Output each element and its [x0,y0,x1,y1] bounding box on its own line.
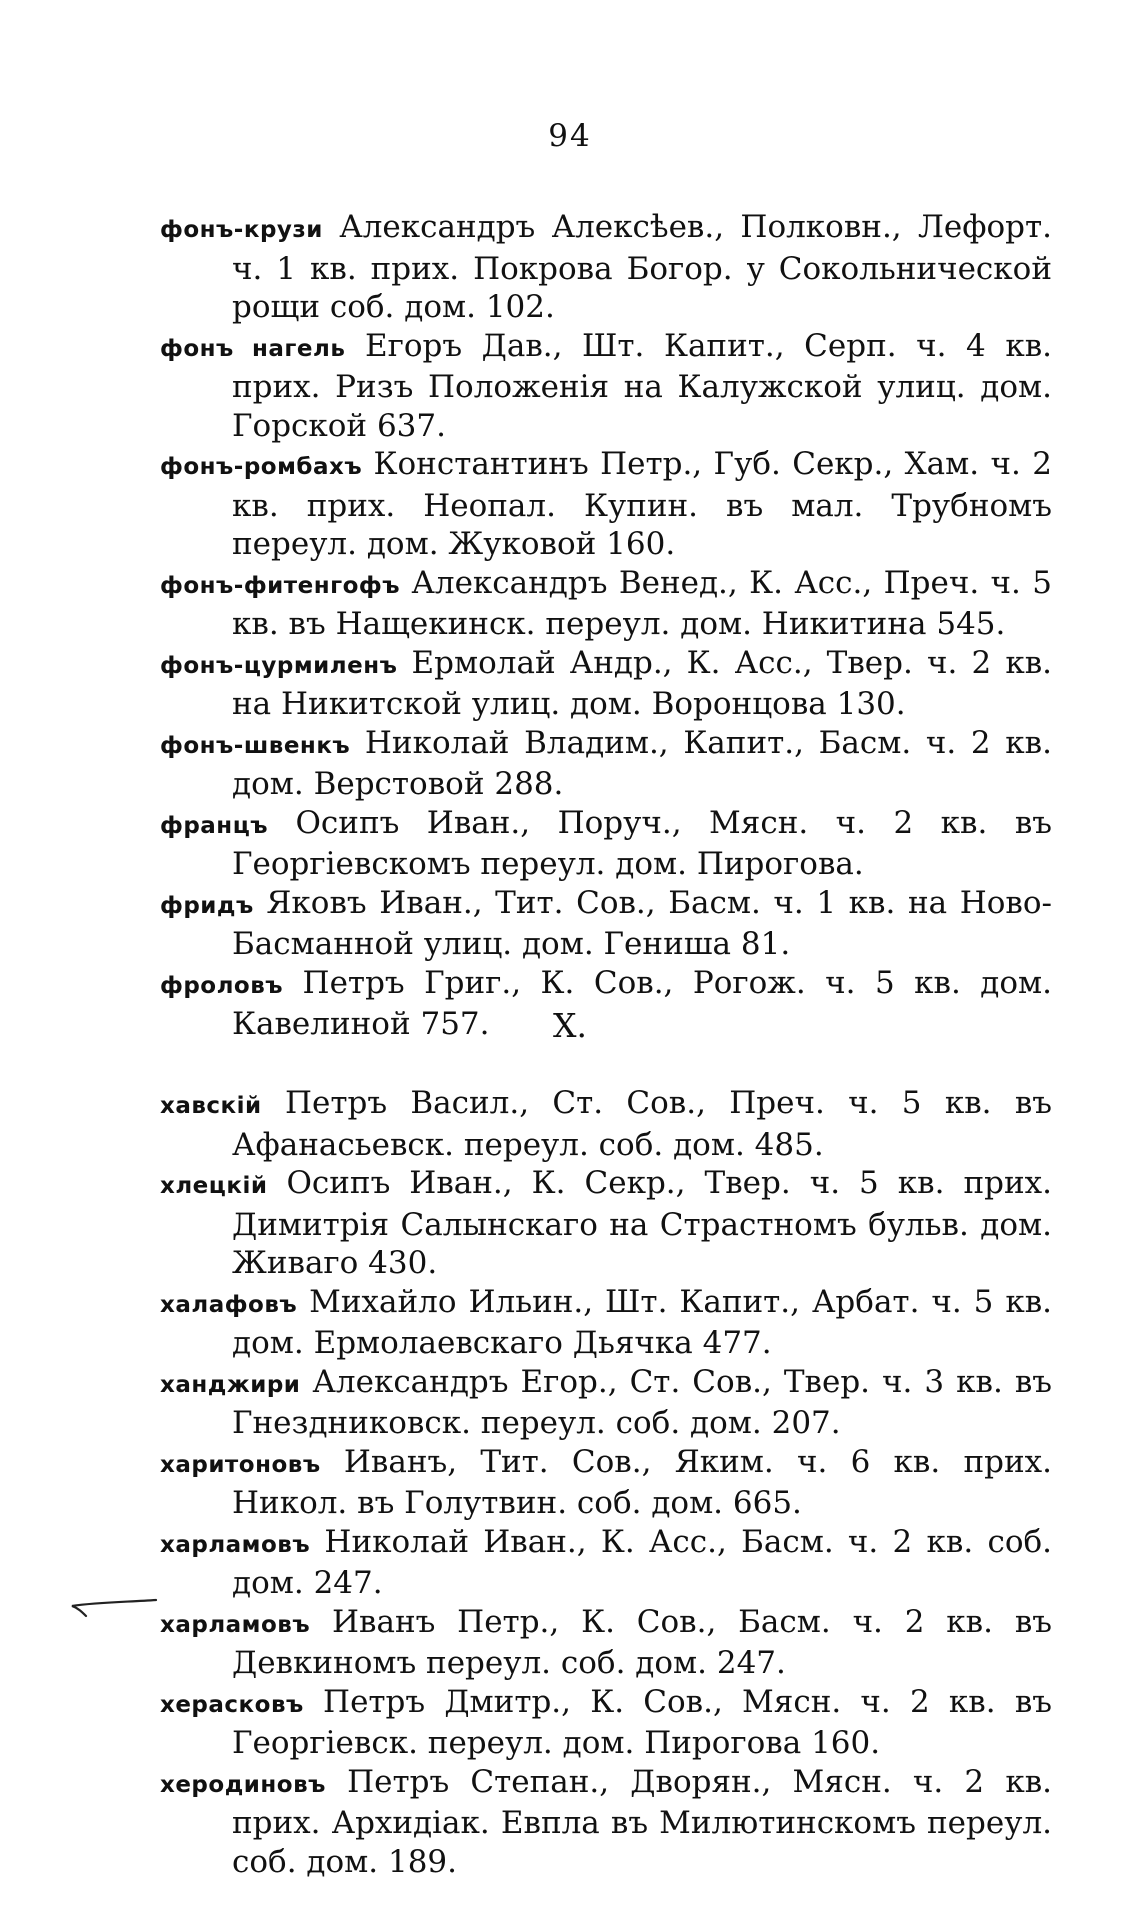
entry-text: Яковъ Иван., Тит. Сов., Басм. ч. 1 кв. на Ново-Басманной улиц. дом. Гениша 81. [232,884,1052,962]
entry-surname: фроловъ [160,972,284,999]
entry-surname: халафовъ [160,1291,298,1318]
directory-entry [160,327,1052,446]
directory-entry [160,1164,1052,1283]
directory-entry [160,1523,1052,1603]
section-f-entries [160,208,1052,1044]
directory-entry [160,445,1052,564]
entry-text: Николай Владим., Капит., Басм. ч. 2 кв. дом. Верстовой 288. [232,724,1052,802]
directory-entry [160,1283,1052,1363]
directory-entry [160,724,1052,804]
page-number: 94 [548,118,592,154]
directory-entry [160,884,1052,964]
entry-surname: херасковъ [160,1691,304,1718]
directory-entry [160,804,1052,884]
entry-surname: фридъ [160,892,254,919]
entry-text: Егоръ Дав., Шт. Капит., Серп. ч. 4 кв. прих. Ризъ Положенія на Калужской улиц. дом. Горской 637. [232,327,1052,444]
entry-surname: фонъ нагель [160,335,346,362]
entry-text: Иванъ, Тит. Сов., Яким. ч. 6 кв. прих. Никол. въ Голутвин. соб. дом. 665. [232,1443,1052,1521]
directory-entry [160,1763,1052,1882]
entry-surname: фонъ-цурмиленъ [160,652,398,679]
entry-surname: фонъ-швенкъ [160,732,351,759]
directory-entry [160,1084,1052,1164]
directory-entry [160,1603,1052,1683]
entry-surname: херодиновъ [160,1771,326,1798]
directory-entry [160,1443,1052,1523]
entry-surname: хавскій [160,1093,262,1119]
entry-text: Петръ Дмитр., К. Сов., Мясн. ч. 2 кв. въ Георгіевск. переул. дом. Пирогова 160. [232,1683,1052,1761]
directory-entry [160,1683,1052,1763]
entry-text: Петръ Васил., Ст. Сов., Преч. ч. 5 кв. въ Афанасьевск. переул. соб. дом. 485. [232,1085,1052,1163]
section-h-entries [160,1084,1052,1881]
entry-surname: харламовъ [160,1611,311,1638]
entry-text: Александръ Егор., Ст. Сов., Твер. ч. 3 кв. въ Гнездниковск. переул. соб. дом. 207. [232,1363,1052,1441]
entry-surname: францъ [160,812,269,839]
directory-entry [160,644,1052,724]
entry-surname: фонъ-фитенгофъ [160,572,401,599]
entry-text: Александръ Венед., К. Асс., Преч. ч. 5 кв. въ Нащекинск. переул. дом. Никитина 545. [232,564,1052,642]
section-heading: Х. [553,1006,587,1045]
entry-text: Петръ Григ., К. Сов., Рогож. ч. 5 кв. дом. Кавелиной 757. [232,964,1052,1042]
entry-surname: харитоновъ [160,1451,321,1478]
entry-surname: харламовъ [160,1531,311,1558]
entry-text: Константинъ Петр., Губ. Секр., Хам. ч. 2 кв. прих. Неопал. Купин. въ мал. Трубномъ переул. дом. Жуковой 160. [232,446,1052,562]
entry-text: Александръ Алексѣев., Полковн., Лефорт. ч. 1 кв. прих. Покрова Богор. у Сокольнической рощи соб. дом. 102. [232,209,1052,325]
entry-text: Петръ Степан., Дворян., Мясн. ч. 2 кв. прих. Архидіак. Евпла въ Милютинскомъ переул. соб. дом. 189. [232,1763,1053,1880]
entry-surname: хлецкій [160,1173,268,1199]
entry-text: Иванъ Петр., К. Сов., Басм. ч. 2 кв. въ Девкиномъ переул. соб. дом. 247. [232,1603,1052,1681]
entry-text: Осипъ Иван., К. Секр., Твер. ч. 5 кв. прих. Димитрія Салынскаго на Страстномъ бульв. дом. Живаго 430. [232,1165,1052,1281]
entry-text: Осипъ Иван., Поруч., Мясн. ч. 2 кв. въ Георгіевскомъ переул. дом. Пирогова. [232,804,1052,882]
entry-text: Ермолай Андр., К. Асс., Твер. ч. 2 кв. на Никитской улиц. дом. Воронцова 130. [232,644,1052,722]
entry-surname: фонъ-ромбахъ [160,454,363,480]
entry-text: Михайло Ильин., Шт. Капит., Арбат. ч. 5 кв. дом. Ермолаевскаго Дьячка 477. [232,1283,1052,1361]
directory-entry [160,564,1052,644]
directory-entry [160,208,1052,327]
directory-entry [160,1363,1052,1443]
entry-surname: ханджири [160,1371,301,1398]
entry-surname: фонъ-крузи [160,217,323,243]
handwritten-margin-mark [68,1590,158,1620]
entry-text: Николай Иван., К. Асс., Басм. ч. 2 кв. соб. дом. 247. [232,1523,1052,1601]
